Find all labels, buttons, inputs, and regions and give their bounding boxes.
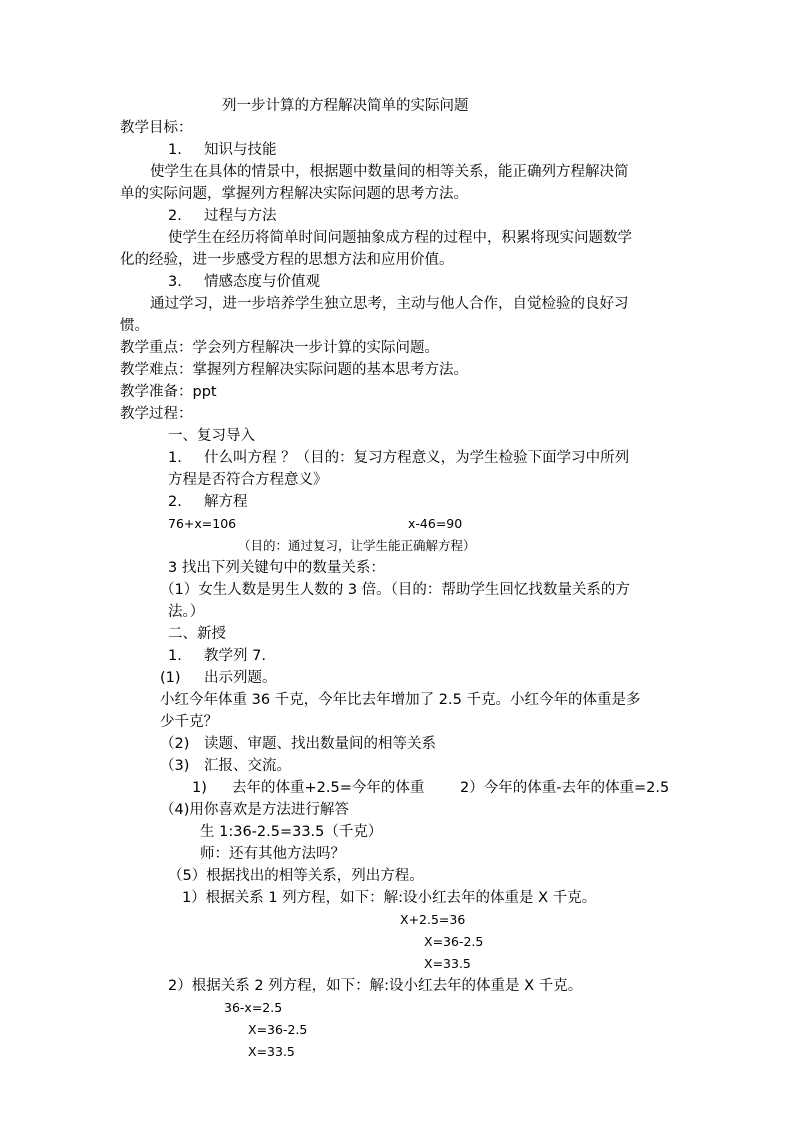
paragraph-line: （1）女生人数是男生人数的 3 倍。（目的：帮助学生回忆找数量关系的方 (160, 582, 630, 598)
paragraph-line: （4)用你喜欢是方法进行解答 (160, 802, 349, 818)
list-number: 1) (192, 780, 207, 796)
paragraph-line: 法。） (168, 604, 205, 620)
paragraph-line: 惯。 (120, 318, 149, 334)
paragraph-line: 使学生在具体的情景中，根据题中数量间的相等关系，能正确列方程解决简 (150, 164, 629, 180)
purpose-note: （目的：通过复习，让学生能正确解方程） (238, 538, 476, 553)
section-title: 过程与方法 (204, 208, 277, 224)
page-title: 列一步计算的方程解决简单的实际问题 (222, 98, 469, 114)
paragraph-line: 使学生在经历将简单时间问题抽象成方程的过程中，积累将现实问题数学 (168, 230, 632, 246)
list-number: 2. (168, 494, 182, 510)
equation: 76+x=106 (168, 516, 237, 531)
section-title: 情感态度与价值观 (204, 274, 320, 290)
section-title: 知识与技能 (204, 142, 277, 158)
paragraph-line: 少千克？ (160, 714, 218, 730)
paragraph-line: 什么叫方程 ？（目的：复习方程意义，为学生检验下面学习中所列 (204, 450, 630, 466)
paragraph-line: 小红今年体重 36 千克，今年比去年增加了 2.5 千克。小红今年的体重是多 (160, 692, 641, 708)
paragraph-line: 单的实际问题，掌握列方程解决实际问题的思考方法。 (120, 186, 468, 202)
paragraph-line: （5）根据找出的相等关系，列出方程。 (168, 868, 424, 884)
equation: 36-x=2.5 (224, 1000, 283, 1015)
paragraph-line: 出示列题。 (204, 670, 277, 686)
equation: X=36-2.5 (248, 1022, 308, 1037)
objectives-heading: 教学目标： (120, 120, 193, 136)
list-number: （2) (160, 736, 190, 752)
paragraph-line: 2）根据关系 2 列方程，如下：解:设小红去年的体重是 X 千克。 (168, 978, 583, 994)
list-number: 1. (168, 648, 182, 664)
equation: X+2.5=36 (400, 912, 466, 927)
section-title: 教学列 7. (204, 648, 266, 664)
paragraph-line: 1）根据关系 1 列方程，如下：解:设小红去年的体重是 X 千克。 (182, 890, 597, 906)
paragraph-line: 3 找出下列关键句中的数量关系： (168, 560, 385, 576)
list-number: （3) (160, 758, 190, 774)
list-number: 1. (168, 450, 182, 466)
equation: X=33.5 (424, 956, 471, 971)
paragraph-line: 师：还有其他方法吗？ (200, 846, 345, 862)
list-number: 3. (168, 274, 182, 290)
relation: 去年的体重+2.5=今年的体重 (232, 780, 425, 796)
paragraph-line: 通过学习，进一步培养学生独立思考，主动与他人合作，自觉检验的良好习 (150, 296, 629, 312)
equation: x-46=90 (408, 516, 463, 531)
section-heading: 二、新授 (168, 626, 226, 642)
key-point: 教学重点：学会列方程解决一步计算的实际问题。 (120, 340, 439, 356)
difficulty: 教学难点：掌握列方程解决实际问题的基本思考方法。 (120, 362, 468, 378)
section-heading: 一、复习导入 (168, 428, 255, 444)
section-title: 解方程 (204, 494, 248, 510)
paragraph-line: 方程是否符合方程意义》 (168, 472, 328, 488)
list-number: 1. (168, 142, 182, 158)
paragraph-line: 生 1:36-2.5=33.5（千克） (200, 824, 383, 840)
paragraph-line: 化的经验，进一步感受方程的思想方法和应用价值。 (120, 252, 454, 268)
list-number: (1) (160, 670, 181, 686)
preparation: 教学准备：ppt (120, 384, 217, 400)
equation: X=36-2.5 (424, 934, 484, 949)
paragraph-line: 汇报、交流。 (204, 758, 291, 774)
process-heading: 教学过程： (120, 406, 193, 422)
list-number: 2. (168, 208, 182, 224)
paragraph-line: 读题、审题、找出数量间的相等关系 (204, 736, 436, 752)
equation: X=33.5 (248, 1044, 295, 1059)
relation: 2）今年的体重-去年的体重=2.5 (460, 780, 670, 796)
